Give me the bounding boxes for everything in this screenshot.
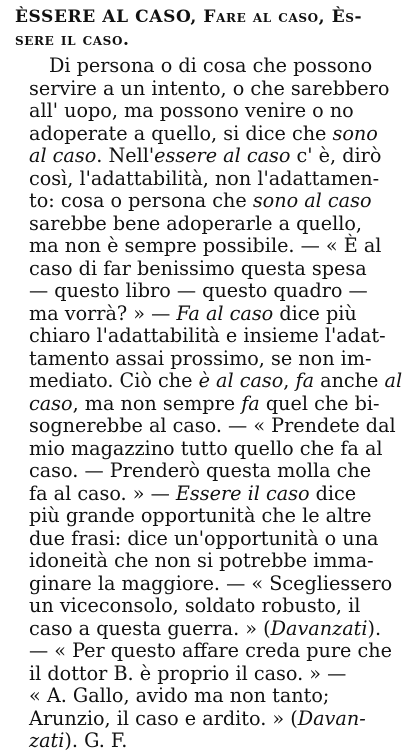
text-run: quel che bi- [259,391,380,415]
italic-phrase: al [384,369,403,392]
text-run: un viceconsolo, soldato robusto, il [29,594,361,617]
body-line [29,685,409,708]
text-run: , ma non sempre [72,391,242,415]
text-run: adoperate a quello, si dice che [29,121,333,145]
body-line [29,190,409,213]
text-run: mediato. Ciò che [29,369,199,392]
body-line [29,573,409,596]
body-line [29,640,409,663]
body-line [29,505,409,528]
headword [15,6,405,51]
text-run: ). [367,616,382,640]
text-run: Di persona o di cosa che possono [49,54,373,77]
body-line [29,78,409,101]
italic-phrase: fa [295,369,315,392]
body-line [29,168,409,191]
text-run: . Nell' [96,144,155,167]
body-line [29,483,409,506]
text-run: — « Per questo affare creda pure che [29,639,392,662]
italic-phrase: caso [29,391,73,415]
text-run: fa al caso. » — [29,481,176,505]
text-run: dice più [273,301,357,325]
text-run: due frasi: dice un'opportunità o una [29,526,379,550]
text-run: il dottor B. è proprio il caso. » — [29,661,347,685]
italic-phrase: fa [241,391,260,415]
text-run: sognerebbe al caso. — « Prendete dal [29,414,396,437]
text-run: anche [314,369,385,392]
body-line [29,348,409,371]
body-line [29,213,409,236]
body-line [29,370,409,393]
entry-body [29,55,409,753]
body-line [29,595,409,618]
italic-phrase: Davanzati [270,616,368,640]
text-run: ginare la maggiore. — « Scegliessero [29,571,393,595]
text-run: servire a un intento, o che sarebbero [29,76,390,100]
text-run: più grande opportunità che le altre [29,504,372,527]
body-line [29,55,409,78]
text-run: ma non è sempre possibile. — « È al [29,234,382,257]
body-line [29,708,409,731]
body-line [29,303,409,326]
body-line [29,145,409,168]
text-run: all' uopo, ma possono venire o no [29,99,354,122]
text-run: c' è, dirò [290,144,382,167]
italic-phrase: zati [29,729,65,752]
text-run: caso. — Prenderò questa molla che [29,459,372,482]
body-line [29,100,409,123]
text-run: idoneità che non si potrebbe imma- [29,549,374,572]
text-run: ). G. F. [64,729,128,752]
smallcaps-phrase: Fare al caso, Ès- [203,7,363,27]
body-line [29,235,409,258]
body-line [29,460,409,483]
italic-phrase: è al caso [198,369,284,392]
body-line [29,438,409,461]
text-run: Arunzio, il caso e ardito. » ( [29,706,298,730]
italic-phrase: Essere il caso [175,481,310,505]
italic-phrase: al caso [29,144,97,167]
headword-line [15,29,405,52]
smallcaps-phrase: sere il caso. [15,29,130,50]
text-run: sarebbe bene adoperarle a quello, [29,211,363,235]
body-line [29,258,409,281]
text-run: così, l'adattabilità, non l'adattamen- [29,166,380,190]
text-run: caso di far benissimo questa spesa [29,256,367,280]
headword-line [15,6,405,29]
body-line [29,123,409,146]
italic-phrase: sono [332,121,378,145]
text-run: dice [309,481,357,505]
body-line [29,415,409,438]
body-line [29,528,409,551]
text-run: « A. Gallo, avido ma non tanto; [29,684,330,707]
italic-phrase: Davan- [297,706,366,730]
text-run: ma vorrà? » — [29,301,177,325]
italic-phrase: Fa al caso [176,301,274,325]
text-run: ÈSSERE AL CASO, [15,7,204,27]
body-line [29,663,409,686]
text-run: to: cosa o persona che [29,189,253,212]
text-run: mio magazzino tutto quello che fa al [29,436,383,460]
text-run: chiaro l'adattabilità e insieme l'adat- [29,324,386,347]
text-run: tamento assai prossimo, se non im- [29,346,372,370]
body-line [29,730,409,753]
body-line [29,393,409,416]
body-line [29,280,409,303]
text-run: — questo libro — questo quadro — [29,279,368,302]
text-run: caso a questa guerra. » ( [29,616,271,640]
body-line [29,325,409,348]
text-run: , [283,369,296,392]
italic-phrase: sono al caso [252,189,372,212]
body-line [29,618,409,641]
body-line [29,550,409,573]
italic-phrase: essere al caso [154,144,291,167]
